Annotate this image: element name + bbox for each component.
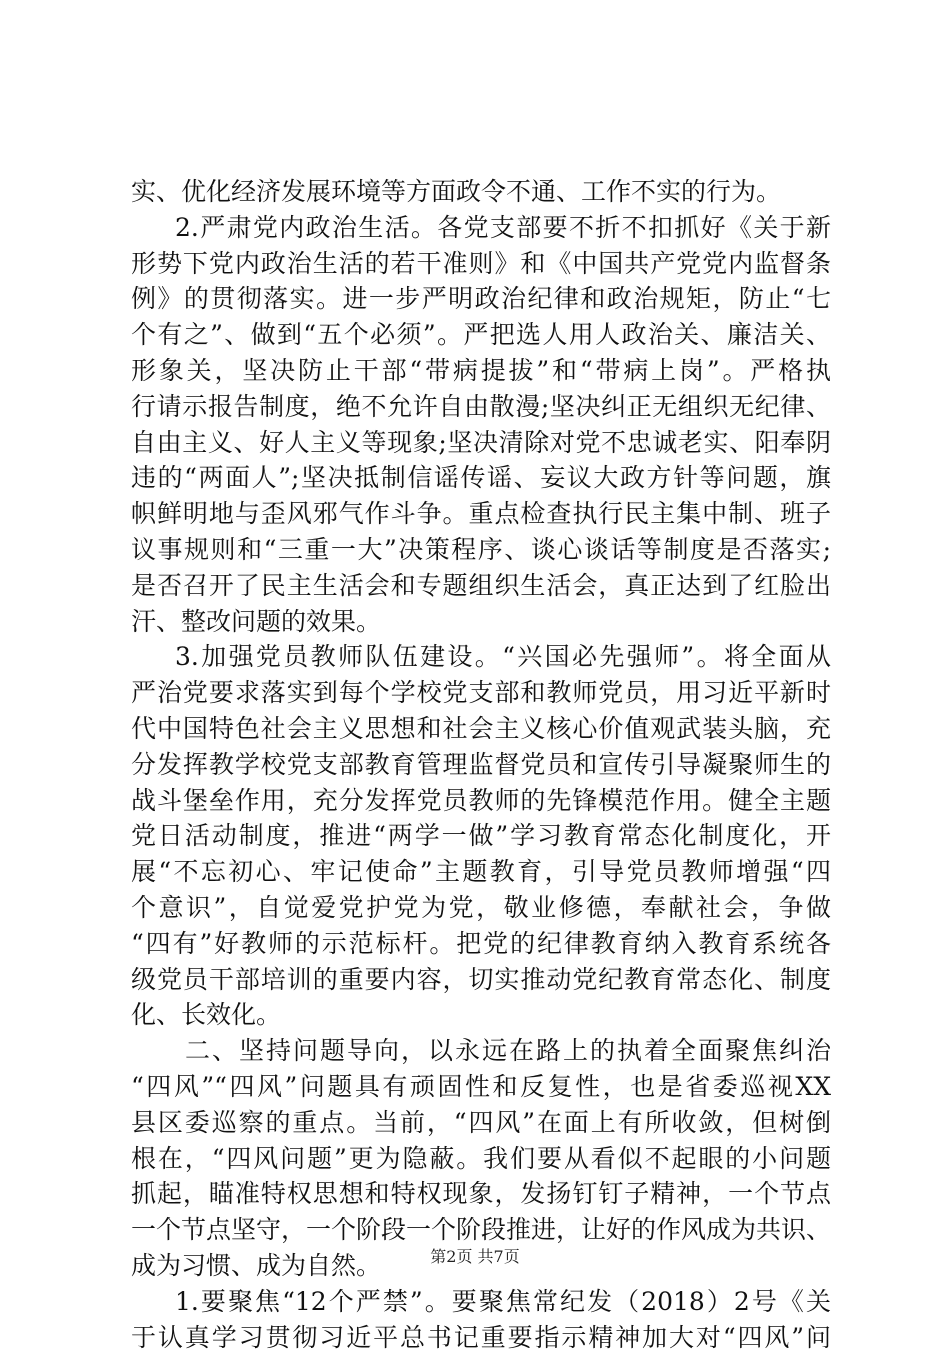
text-line: 违的“两面人”;坚决抵制信谣传谣、妄议大政方针等问题，旗 [131, 460, 831, 496]
text-line: 帜鲜明地与歪风邪气作斗争。重点检查执行民主集中制、班子 [131, 496, 831, 532]
text-line: 形象关，坚决防止干部“带病提拔”和“带病上岗”。严格执 [131, 353, 831, 389]
text-line: 议事规则和“三重一大”决策程序、谈心谈话等制度是否落实; [131, 532, 831, 568]
text-line: 一个节点坚守，一个阶段一个阶段推进，让好的作风成为共识、 [131, 1212, 831, 1248]
paragraph-start-line: 1.要聚焦“12个严禁”。要聚焦常纪发（2018）2号《关 [131, 1284, 831, 1320]
text-line: 自由主义、好人主义等现象;坚决清除对党不忠诚老实、阳奉阴 [131, 425, 831, 461]
text-line: 分发挥教学校党支部教育管理监督党员和宣传引导凝聚师生的 [131, 747, 831, 783]
text-line: 于认真学习贯彻习近平总书记重要指示精神加大对“四风”问 [131, 1320, 831, 1355]
paragraph-start-line: 2.严肃党内政治生活。各党支部要不折不扣抓好《关于新 [131, 210, 831, 246]
text-line: 行请示报告制度，绝不允许自由散漫;坚决纠正无组织无纪律、 [131, 389, 831, 425]
text-line: 形势下党内政治生活的若干准则》和《中国共产党党内监督条 [131, 246, 831, 282]
text-line: 级党员干部培训的重要内容，切实推动党纪教育常态化、制度 [131, 962, 831, 998]
page-number-footer: 第2页 共7页 [0, 1247, 950, 1267]
text-line: 党日活动制度，推进“两学一做”学习教育常态化制度化，开 [131, 818, 831, 854]
section-heading-line: 二、坚持问题导向，以永远在路上的执着全面聚焦纠治 [131, 1033, 831, 1069]
text-line: 个有之”、做到“五个必须”。严把选人用人政治关、廉洁关、 [131, 317, 831, 353]
text-line: 实、优化经济发展环境等方面政令不通、工作不实的行为。 [131, 174, 831, 210]
text-line: 根在，“四风问题”更为隐蔽。我们要从看似不起眼的小问题 [131, 1141, 831, 1177]
text-line: 成为习惯、成为自然。 [131, 1248, 831, 1284]
text-line: 个意识”，自觉爱党护党为党，敬业修德，奉献社会，争做 [131, 890, 831, 926]
text-line: “四有”好教师的示范标杆。把党的纪律教育纳入教育系统各 [131, 926, 831, 962]
text-line: 战斗堡垒作用，充分发挥党员教师的先锋模范作用。健全主题 [131, 783, 831, 819]
text-line: 抓起，瞄准特权思想和特权现象，发扬钉钉子精神，一个节点 [131, 1176, 831, 1212]
text-line: 是否召开了民主生活会和专题组织生活会，真正达到了红脸出 [131, 568, 831, 604]
text-line: 代中国特色社会主义思想和社会主义核心价值观武装头脑，充 [131, 711, 831, 747]
paragraph-start-line: 3.加强党员教师队伍建设。“兴国必先强师”。将全面从 [131, 639, 831, 675]
text-line: 县区委巡察的重点。当前，“四风”在面上有所收敛，但树倒 [131, 1105, 831, 1141]
text-line: 严治党要求落实到每个学校党支部和教师党员，用习近平新时 [131, 675, 831, 711]
text-line: 例》的贯彻落实。进一步严明政治纪律和政治规矩，防止“七 [131, 281, 831, 317]
text-line: 展“不忘初心、牢记使命”主题教育，引导党员教师增强“四 [131, 854, 831, 890]
text-line: 化、长效化。 [131, 997, 831, 1033]
document-body [131, 174, 831, 1355]
text-line: “四风”“四风”问题具有顽固性和反复性，也是省委巡视XX [131, 1069, 831, 1105]
text-line: 汗、整改问题的效果。 [131, 604, 831, 640]
